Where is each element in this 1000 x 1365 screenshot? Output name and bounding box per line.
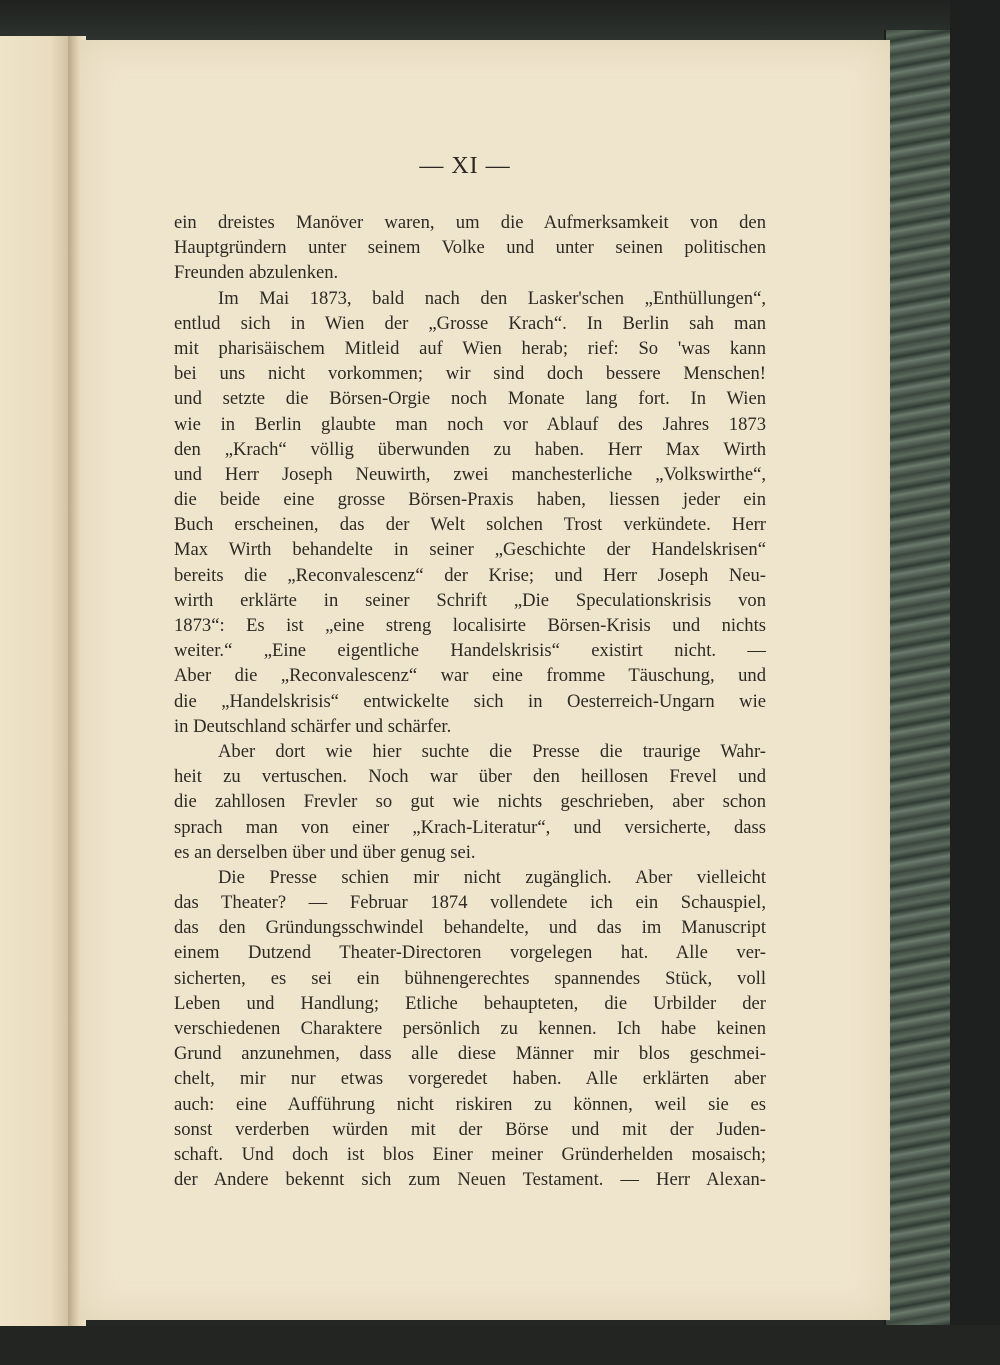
text-line: Max Wirth behandelte in seiner „Geschichte der Handelskrisen“ (174, 539, 766, 561)
book-board-right (950, 0, 1000, 1365)
text-line: das den Gründungsschwindel behandelte, und das im Manuscript (174, 917, 766, 939)
text-line: die „Handelskrisis“ entwickelte sich in Oesterreich-Ungarn wie (174, 690, 766, 712)
text-line: und setzte die Börsen-Orgie noch Monate lang fort. In Wien (174, 388, 766, 410)
text-line: den „Krach“ völlig überwunden zu haben. Herr Max Wirth (174, 438, 766, 460)
text-line: sicherten, es sei ein bühnengerechtes spannendes Stück, voll (174, 967, 766, 989)
text-line: ein dreistes Manöver waren, um die Aufmerksamkeit von den (174, 212, 766, 233)
marbled-cover-edge (884, 30, 956, 1330)
text-line: die zahllosen Frevler so gut wie nichts geschrieben, aber schon (174, 791, 766, 813)
text-line: Aber dort wie hier suchte die Presse die traurige Wahr- (218, 740, 766, 762)
text-line: entlud sich in Wien der „Grosse Krach“. In Berlin sah man (174, 312, 766, 334)
text-line: schaft. Und doch ist blos Einer meiner Gründerhelden mosaisch; (174, 1143, 766, 1165)
text-line: die beide eine grosse Börsen-Praxis haben, liessen jeder ein (174, 489, 766, 511)
text-line: einem Dutzend Theater-Directoren vorgelegen hat. Alle ver- (174, 942, 766, 964)
text-line: und Herr Joseph Neuwirth, zwei manchesterliche „Volkswirthe“, (174, 463, 766, 485)
left-facing-page (0, 36, 72, 1326)
text-line: wirth erklärte in seiner Schrift „Die Speculationskrisis von (174, 589, 766, 611)
text-line: Hauptgründern unter seinem Volke und unter seinen politischen (174, 237, 766, 259)
text-line: sprach man von einer „Krach-Literatur“, und versicherte, dass (174, 816, 766, 838)
bottom-background (0, 1325, 1000, 1365)
text-line: das Theater? — Februar 1874 vollendete ich ein Schauspiel, (174, 892, 766, 914)
text-line: verschiedenen Charaktere persönlich zu kennen. Ich habe keinen (174, 1018, 766, 1039)
text-line: heit zu vertuschen. Noch war über den heillosen Frevel und (174, 766, 766, 788)
text-line: Im Mai 1873, bald nach den Lasker'schen „Enthüllungen“, (218, 287, 766, 309)
text-line: chelt, mir nur etwas vorgeredet haben. Alle erklärten aber (174, 1068, 766, 1090)
text-line: der Andere bekennt sich zum Neuen Testament. — Herr Alexan- (174, 1169, 766, 1191)
text-line: bei uns nicht vorkommen; wir sind doch bessere Menschen! (174, 363, 766, 385)
text-line: es an derselben über und über genug sei. (174, 841, 476, 863)
text-line: Freunden abzulenken. (174, 262, 339, 284)
text-line: bereits die „Reconvalescenz“ der Krise; und Herr Joseph Neu- (174, 564, 766, 586)
text-line: weiter.“ „Eine eigentliche Handelskrisis“ existirt nicht. — (174, 640, 766, 662)
text-line: Die Presse schien mir nicht zugänglich. Aber vielleicht (218, 866, 766, 888)
page-number: — XI — (419, 153, 511, 179)
text-line: in Deutschland schärfer und schärfer. (174, 715, 452, 737)
top-binding (0, 0, 1000, 40)
page-text-block (174, 210, 766, 1192)
text-line: Buch erscheinen, das der Welt solchen Trost verkündete. Herr (174, 514, 766, 536)
text-line: Leben und Handlung; Etliche behaupteten, die Urbilder der (174, 992, 766, 1014)
text-line: sonst verderben würden mit der Börse und mit der Juden- (174, 1118, 766, 1140)
text-line: wie in Berlin glaubte man noch vor Ablauf des Jahres 1873 (174, 413, 766, 435)
text-line: mit pharisäischem Mitleid auf Wien herab; rief: So 'was kann (174, 337, 766, 359)
text-line: auch: eine Aufführung nicht riskiren zu können, weil sie es (174, 1093, 766, 1115)
text-line: Grund anzunehmen, dass alle diese Männer mir blos geschmei- (174, 1043, 766, 1065)
text-line: 1873“: Es ist „eine streng localisirte Börsen-Krisis und nichts (174, 615, 766, 636)
text-line: Aber die „Reconvalescenz“ war eine fromme Täuschung, und (174, 665, 766, 687)
